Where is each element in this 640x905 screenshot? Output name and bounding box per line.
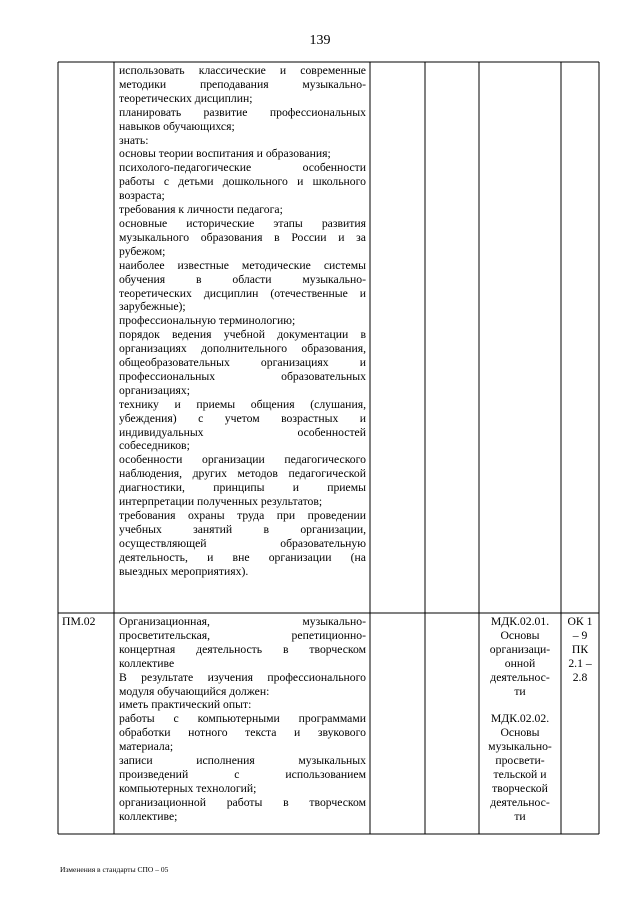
content-line: теоретических дисциплин (отечественные и [119, 286, 366, 300]
content-line: просветительская, репетиционно- [119, 628, 366, 642]
row1-content [119, 64, 366, 579]
content-line: планировать развитие профессиональных [119, 105, 366, 119]
content-line: записи исполнения музыкальных [119, 754, 366, 768]
content-line: порядок ведения учебной документации в [119, 328, 366, 342]
mdk-line: деятельнос- [490, 795, 550, 809]
content-line: зарубежные); [119, 300, 186, 314]
competence-line: 2.1 – [568, 656, 592, 670]
mdk-line: организаци- [489, 642, 551, 656]
competence-line: ПК [571, 642, 589, 656]
row2-ok [563, 615, 597, 685]
mdk-line: ти [514, 809, 526, 823]
mdk-line: деятельнос- [490, 670, 550, 684]
mdk-line: Основы [500, 726, 540, 740]
content-line: организационной работы в творческом [119, 795, 366, 809]
row2-code-text: ПМ.02 [62, 615, 96, 628]
content-line: В результате изучения профессионального [119, 670, 366, 684]
content-line: организациях дополнительного образования, [119, 342, 366, 356]
content-line: методики преподавания музыкально- [119, 77, 366, 91]
competence-line: ОК 1 [567, 615, 593, 628]
content-line: убеждения) с учетом возрастных и [119, 411, 366, 425]
content-line: требования к личности педагога; [119, 203, 283, 217]
content-line: рубежом; [119, 244, 166, 258]
page-number: 139 [309, 33, 331, 48]
content-line: деятельность, и вне организации (на [119, 550, 366, 564]
content-line: выездных мероприятиях). [119, 564, 249, 578]
mdk-line: тельской и [493, 767, 547, 781]
content-line: произведений с использованием [119, 767, 366, 781]
content-line: особенности организации педагогического [119, 453, 366, 467]
mdk-line: онной [504, 656, 536, 670]
mdk-line: музыкально- [488, 740, 552, 754]
content-line: обработки нотного текста и звукового [119, 726, 366, 740]
content-line: интерпретации полученных результатов; [119, 495, 323, 509]
row2-mdk [481, 615, 559, 824]
mdk-line: творческой [492, 781, 548, 795]
content-line: музыкального образования в России и за [119, 230, 366, 244]
content-line: коллективе [119, 656, 175, 670]
content-line: использовать классические и современные [119, 64, 366, 77]
content-line: концертная деятельность в творческом [119, 642, 366, 656]
mdk-line: просвети- [495, 754, 545, 768]
content-line: наблюдения, других методов педагогической [119, 467, 366, 481]
content-line: осуществляющей образовательную [119, 536, 366, 550]
content-line: возраста; [119, 189, 165, 203]
competence-line: 2.8 [572, 670, 588, 684]
content-line: работы с детьми дошкольного и школьного [119, 175, 366, 189]
content-line: знать: [119, 133, 149, 147]
content-line: технику и приемы общения (слушания, [119, 397, 366, 411]
content-line: модуля обучающийся должен: [119, 684, 270, 698]
content-line: профессиональную терминологию; [119, 314, 296, 328]
mdk-line: Основы [500, 628, 540, 642]
row2-content [119, 615, 366, 824]
row2-code [62, 615, 110, 629]
mdk-line [481, 698, 559, 712]
content-line: организациях; [119, 383, 190, 397]
content-line: теоретических дисциплин; [119, 91, 253, 105]
content-line: работы с компьютерными программами [119, 712, 366, 726]
content-line: требования охраны труда при проведении [119, 509, 366, 522]
content-line: диагностики, принципы и приемы [119, 481, 366, 495]
content-line: индивидуальных особенностей [119, 425, 366, 439]
content-line: навыков обучающихся; [119, 119, 235, 133]
footer-note: Изменения в стандарты СПО – 05 [60, 865, 169, 874]
content-line: основы теории воспитания и образования; [119, 147, 331, 161]
content-line: иметь практический опыт: [119, 698, 252, 712]
content-line: Организационная, музыкально- [119, 615, 366, 628]
content-line: собеседников; [119, 439, 190, 453]
mdk-line: ти [514, 684, 526, 698]
content-line: основные исторические этапы развития [119, 216, 366, 230]
content-line: обучения в области музыкально- [119, 272, 366, 286]
content-line: коллективе; [119, 809, 178, 823]
content-line: психолого-педагогические особенности [119, 161, 366, 175]
mdk-line: МДК.02.02. [490, 712, 550, 726]
content-line: компьютерных технологий; [119, 781, 257, 795]
competence-line: – 9 [572, 628, 588, 642]
content-line: наиболее известные методические системы [119, 258, 366, 272]
content-line: материала; [119, 740, 174, 754]
content-line: учебных занятий в организации, [119, 522, 366, 536]
content-line: профессиональных образовательных [119, 369, 366, 383]
mdk-line: МДК.02.01. [490, 615, 550, 628]
content-line: общеобразовательных организациях и [119, 356, 366, 370]
